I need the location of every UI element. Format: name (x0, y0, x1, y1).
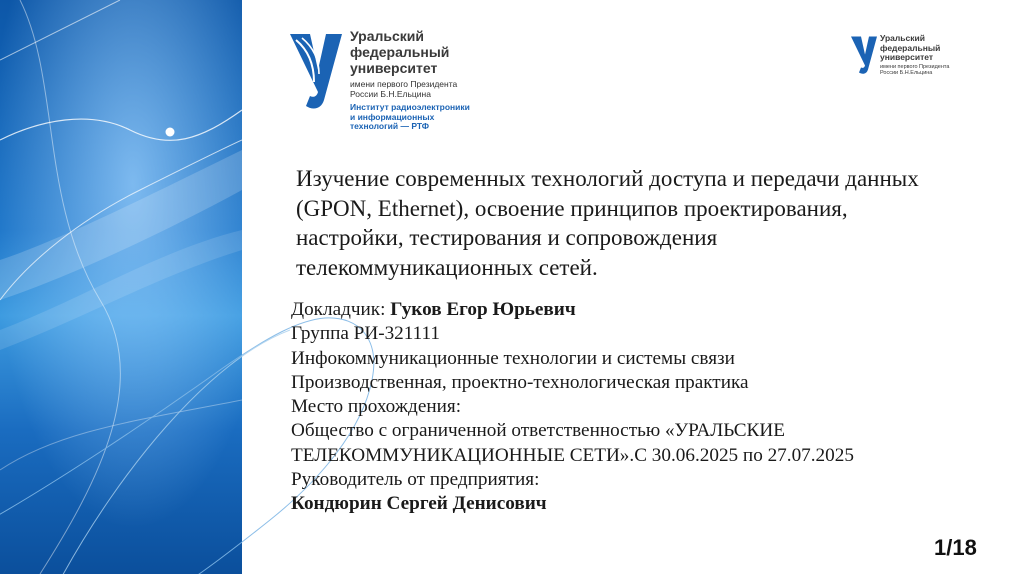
logo-name-line: университет (350, 60, 438, 76)
title-line: телекоммуникационных сетей. (296, 254, 598, 280)
title-line: настройки, тестирования и сопровождения (296, 225, 718, 250)
urfu-logo-small (850, 34, 960, 78)
page-number: 1/18 (934, 535, 977, 560)
reporter-label: Докладчик: (291, 299, 391, 320)
group-row: Группа РИ-321111 (291, 323, 441, 345)
logo-small-name-line: федеральный (880, 42, 941, 53)
supervisor-name: Кондюрин Сергей Денисович (291, 493, 547, 515)
urfu-logo-small-icon (850, 34, 878, 76)
logo-small-sub-line: России Б.Н.Ельцина (880, 70, 933, 76)
urfu-logo-icon (288, 30, 344, 112)
logo-small-name-line: университет (880, 52, 934, 62)
logo-institute-line: и информационных (350, 111, 435, 122)
logo-small-name-line: Уральский (880, 33, 925, 43)
supervisor-label: Руководитель от предприятия: (291, 469, 540, 491)
logo-institute-line: технологий — РТФ (350, 121, 429, 131)
practice-row: Производственная, проектно-технологическая практика (291, 371, 749, 393)
report-info (291, 298, 1011, 517)
organization-line: Общество с ограниченной ответственностью «УРАЛЬСКИЕ (291, 420, 785, 442)
reporter-row (291, 298, 1011, 322)
organization-line: ТЕЛЕКОММУНИКАЦИОННЫЕ СЕТИ».С 30.06.2025 по 27.07.2025 (291, 444, 854, 466)
logo-small-sub-line: имени первого Президента (880, 63, 950, 70)
reporter-name: Гуков Егор Юрьевич (390, 299, 576, 320)
slide-title (296, 164, 996, 282)
logo-institute-line: Институт радиоэлектроники (350, 102, 470, 112)
title-line: Изучение современных технологий доступа и передачи данных (296, 166, 919, 191)
decorative-side-panel (0, 0, 242, 574)
logo-sub-line: имени первого Президента (350, 79, 458, 89)
logo-name-line: федеральный (350, 44, 450, 60)
program-row: Инфокоммуникационные технологии и системы связи (291, 347, 735, 369)
wave-pattern-icon (0, 0, 242, 574)
logo-sub-line: России Б.Н.Ельцина (350, 89, 431, 99)
title-line: (GPON, Ethernet), освоение принципов проектирования, (296, 195, 848, 221)
place-label: Место прохождения: (291, 396, 462, 418)
urfu-logo (288, 28, 488, 158)
logo-name-line: Уральский (350, 28, 425, 44)
